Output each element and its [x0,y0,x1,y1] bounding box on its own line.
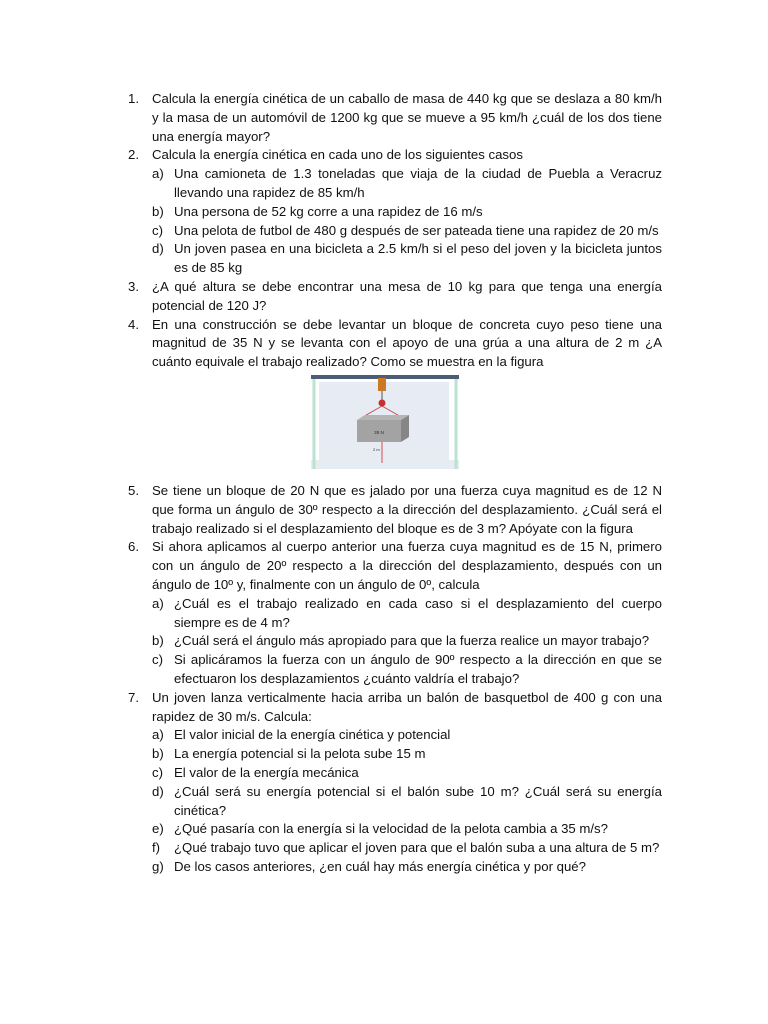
question-text: Si ahora aplicamos al cuerpo anterior una fuerza cuya magnitud es de 15 N, primero con un ángulo de 20º respecto a la dirección del desplazamiento, después con un ángulo de 10º y, finalmente con un ángulo de 0º, calcula [152,539,662,592]
question-number: 1. [128,91,139,106]
hook-icon [379,399,386,406]
sub-item [152,783,662,821]
crane-figure-wrap [0,374,768,474]
sub-item-text: ¿Qué trabajo tuvo que aplicar el joven para que el balón suba a una altura de 5 m? [174,840,660,856]
height-label: 2 m [373,446,380,452]
sub-item-text: ¿Cuál es el trabajo realizado en cada caso si el desplazamiento del cuerpo siempre es de 4 m? [174,595,662,630]
sub-item [152,726,662,745]
question-number: 7. [128,689,139,705]
sub-item [152,632,662,651]
sub-item-letter: b) [152,746,164,762]
sub-item-letter: e) [152,821,164,837]
crane-trolley [378,378,386,391]
sub-item [152,764,662,783]
question-text: Un joven lanza verticalmente hacia arriba un balón de basquetbol de 400 g con una rapidez de 30 m/s. Calcula: [152,689,662,724]
question-text: ¿A qué altura se debe encontrar una mesa de 10 kg para que tenga una energía potencial de 120 J? [152,278,662,313]
sub-item-letter: a) [152,166,164,182]
sub-item-text: Si aplicáramos la fuerza con un ángulo de 90º respecto a la dirección en que se efectuaron los desplazamientos ¿cuánto valdría el trabajo? [174,652,662,686]
sub-item-text: De los casos anteriores, ¿en cuál hay más energía cinética y por qué? [174,858,586,874]
sub-item-letter: a) [152,727,164,743]
sub-item-letter: c) [152,652,163,668]
question-7 [128,689,662,727]
sub-item [152,595,662,633]
sub-item [152,165,662,203]
sub-item-letter: c) [152,764,163,780]
block-weight-label: 35 N [374,429,384,435]
sub-item-text: Una persona de 52 kg corre a una rapidez de 16 m/s [174,203,483,219]
question-number: 2. [128,147,139,163]
sub-item-letter: b) [152,633,164,649]
sub-item-letter: f) [152,840,161,856]
sub-item-text: La energía potencial si la pelota sube 15 m [174,746,426,762]
question-1 [128,90,662,146]
sub-item [152,240,662,278]
question-4 [128,316,662,372]
sub-item [152,820,662,839]
question-6 [128,538,662,594]
crane-lifting-block-figure [307,374,463,472]
sub-item-text: Un joven pasea en una bicicleta a 2.5 km/h si el peso del joven y la bicicleta juntos es de 85 kg [174,241,662,276]
sub-item-letter: d) [152,241,164,257]
sub-item-letter: b) [152,203,164,219]
sub-item [152,203,662,222]
exercise-sheet [0,90,768,877]
question-5 [128,482,662,538]
question-number: 5. [128,482,139,498]
sub-item-text: ¿Qué pasaría con la energía si la velocidad de la pelota cambia a 35 m/s? [174,821,608,837]
sub-item-text: El valor inicial de la energía cinética y potencial [174,727,451,743]
question-3 [128,278,662,316]
sub-item [152,839,662,858]
question-text: Calcula la energía cinética de un caballo de masa de 440 kg que se deslaza a 80 km/h y la masa de un automóvil de 1200 kg que se mueve a 95 km/h ¿cuál de los dos tiene una energía mayor? [152,91,662,144]
sub-item [152,222,662,241]
sub-item-text: Una camioneta de 1.3 toneladas que viaja de la ciudad de Puebla a Veracruz llevando una rapidez de 85 km/h [174,166,662,200]
sub-item [152,858,662,877]
sub-item-text: Una pelota de futbol de 480 g después de ser pateada tiene una rapidez de 20 m/s [174,222,659,238]
question-number: 3. [128,278,139,294]
question-number: 4. [128,316,139,332]
block-top [357,415,409,420]
sub-item-letter: d) [152,783,164,799]
sub-item-text: ¿Cuál será su energía potencial si el balón sube 10 m? ¿Cuál será su energía cinética? [174,783,662,818]
sub-item-text: El valor de la energía mecánica [174,764,359,780]
sub-item-letter: c) [152,222,163,238]
sub-item [152,745,662,764]
question-number: 6. [128,539,139,555]
figure-ground [311,460,459,469]
question-2 [128,146,662,165]
question-text: Se tiene un bloque de 20 N que es jalado por una fuerza cuya magnitud es de 12 N que forma un ángulo de 30º respecto a la dirección del desplazamiento. ¿Cuál será el trabajo realizado si el desplazamiento del bloque es de 3 m? Apóyate con la figura [152,482,662,536]
sub-item-letter: a) [152,595,164,611]
sub-item-text: ¿Cuál será el ángulo más apropiado para que la fuerza realice un mayor trabajo? [174,633,650,649]
question-text: En una construcción se debe levantar un bloque de concreta cuyo peso tiene una magnitud de 35 N y se levanta con el apoyo de una grúa a una altura de 2 m ¿A cuánto equivale el trabajo realizado? Como se muestra en la figura [152,316,662,370]
sub-item [152,651,662,689]
sub-item-letter: g) [152,858,164,874]
question-text: Calcula la energía cinética en cada uno de los siguientes casos [152,147,523,163]
